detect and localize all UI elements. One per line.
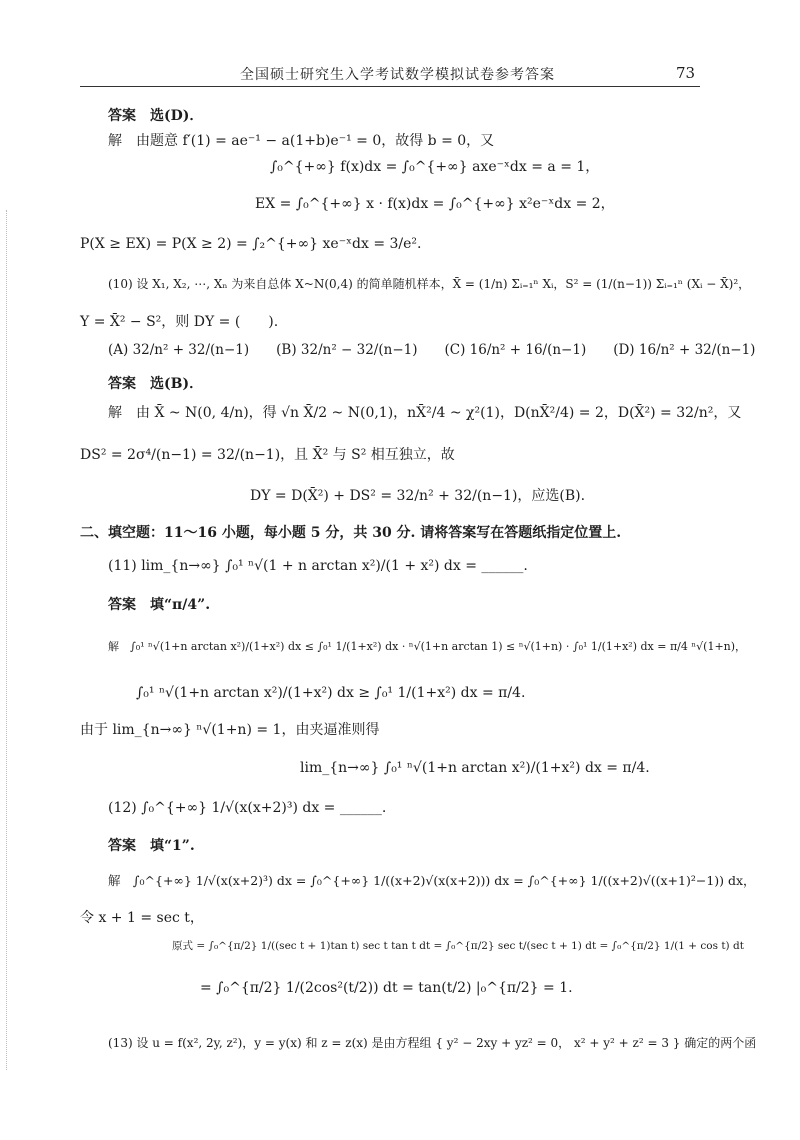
text-line: 解 由题意 f′(1) = ae⁻¹ − a(1+b)e⁻¹ = 0，故得 b = 0，又 xyxy=(108,133,495,149)
text-line: (13) 设 u = f(x², 2y, z²)，y = y(x) 和 z = z(x) 是由方程组 { y² − 2xy + yz² = 0， x² + y² + z² = 3 } 确定的两个函 xyxy=(108,1036,757,1050)
text-line: (12) ∫₀^{+∞} 1/√(x(x+2)³) dx = ______. xyxy=(108,800,387,816)
text-line: = ∫₀^{π/2} 1/(2cos²(t/2)) dt = tan(t/2) |₀^{π/2} = 1. xyxy=(200,980,573,996)
binding-margin-dots xyxy=(6,210,7,1070)
text-line: 由于 lim_{n→∞} ⁿ√(1+n) = 1，由夹逼准则得 xyxy=(80,722,380,738)
running-header-title: 全国硕士研究生入学考试数学模拟试卷参考答案 xyxy=(240,67,555,83)
text-line: Y = X̄² − S²，则 DY = ( ). xyxy=(80,314,279,330)
page-number: 73 xyxy=(676,64,696,82)
text-line: ∫₀¹ ⁿ√(1+n arctan x²)/(1+x²) dx ≥ ∫₀¹ 1/(1+x²) dx = π/4. xyxy=(136,685,526,701)
text-line: 答案 填“π/4”. xyxy=(108,597,211,613)
text-line: EX = ∫₀^{+∞} x · f(x)dx = ∫₀^{+∞} x²e⁻ˣdx = 2， xyxy=(255,196,615,212)
text-line: 令 x + 1 = sec t， xyxy=(80,910,204,926)
text-line: 解 ∫₀¹ ⁿ√(1+n arctan x²)/(1+x²) dx ≤ ∫₀¹ 1/(1+x²) dx · ⁿ√(1+n arctan 1) ≤ ⁿ√(1+n) · ∫₀¹ 1/(1+x²) dx = π/4 ⁿ√(1+n)， xyxy=(108,640,747,653)
text-line: 答案 选(B)． xyxy=(108,376,204,392)
text-line: (A) 32/n² + 32/(n−1) (B) 32/n² − 32/(n−1) (C) 16/n² + 16/(n−1) (D) 16/n² + 32/(n−1) xyxy=(108,342,756,358)
text-line: DY = D(X̄²) + DS² = 32/n² + 32/(n−1)，应选(B). xyxy=(250,488,586,504)
text-line: P(X ≥ EX) = P(X ≥ 2) = ∫₂^{+∞} xe⁻ˣdx = 3/e². xyxy=(80,236,422,252)
text-line: lim_{n→∞} ∫₀¹ ⁿ√(1+n arctan x²)/(1+x²) dx = π/4. xyxy=(300,760,650,776)
text-line: DS² = 2σ⁴/(n−1) = 32/(n−1)，且 X̄² 与 S² 相互独立，故 xyxy=(80,447,455,463)
text-line: 二、填空题：11～16 小题，每小题 5 分，共 30 分. 请将答案写在答题纸指定位置上. xyxy=(80,525,622,541)
text-line: 原式 = ∫₀^{π/2} 1/((sec t + 1)tan t) sec t tan t dt = ∫₀^{π/2} sec t/(sec t + 1) dt = ∫₀^{π/2} 1/(1 + cos t) dt xyxy=(172,940,744,952)
text-line: 解 ∫₀^{+∞} 1/√(x(x+2)³) dx = ∫₀^{+∞} 1/((x+2)√(x(x+2))) dx = ∫₀^{+∞} 1/((x+2)√((x+1)²−1)) dx， xyxy=(108,873,756,888)
text-line: (11) lim_{n→∞} ∫₀¹ ⁿ√(1 + n arctan x²)/(1 + x²) dx = ______. xyxy=(108,558,528,574)
header-rule xyxy=(80,86,700,87)
text-line: ∫₀^{+∞} f(x)dx = ∫₀^{+∞} axe⁻ˣdx = a = 1， xyxy=(270,159,600,175)
text-line: 答案 选(D)． xyxy=(108,108,204,124)
text-line: (10) 设 X₁, X₂, ⋯, Xₙ 为来自总体 X~N(0,4) 的简单随机样本，X̄ = (1/n) Σᵢ₌₁ⁿ Xᵢ，S² = (1/(n−1)) Σᵢ₌₁ⁿ (Xᵢ − X̄)²， xyxy=(108,277,751,291)
text-line: 答案 填“1”. xyxy=(108,838,195,854)
text-line: 解 由 X̄ ~ N(0, 4/n)，得 √n X̄/2 ~ N(0,1)，nX̄²/4 ~ χ²(1)，D(nX̄²/4) = 2，D(X̄²) = 32/n²，又 xyxy=(108,405,742,421)
